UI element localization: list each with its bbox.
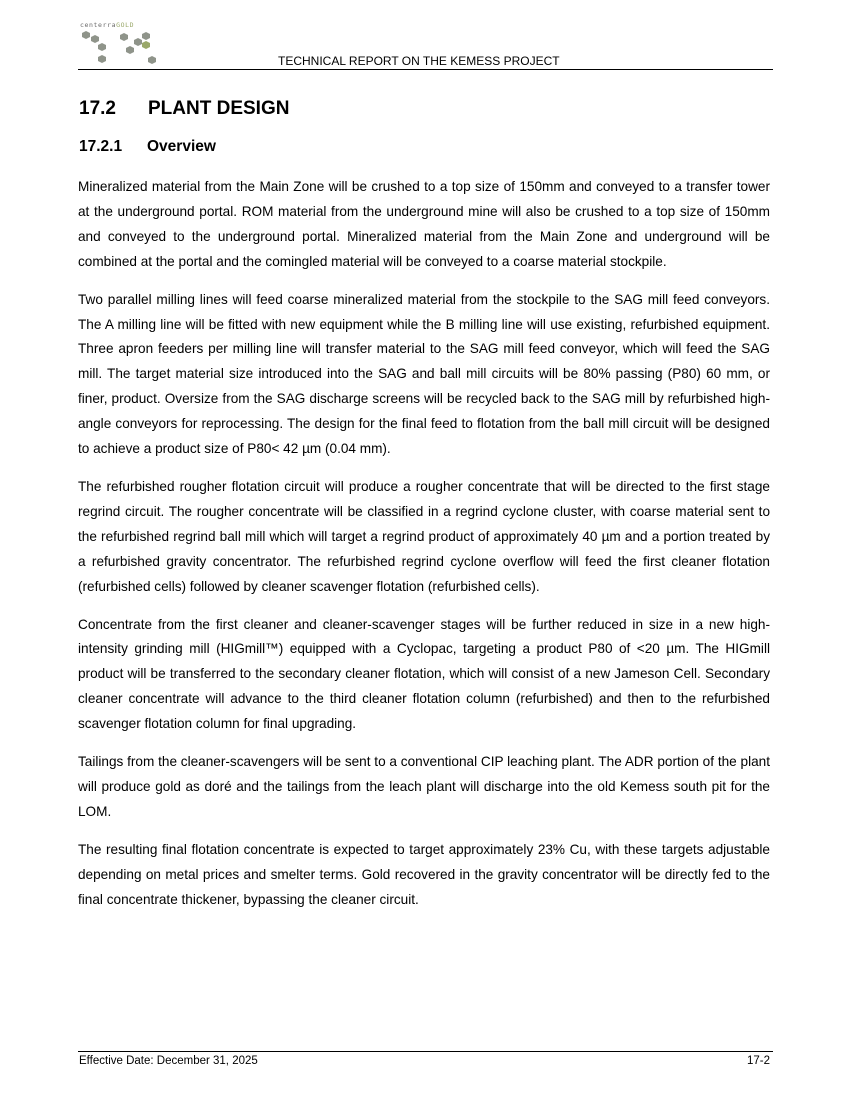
body-text xyxy=(78,175,770,925)
logo-suffix-text: GOLD xyxy=(116,21,135,29)
header-divider xyxy=(78,69,773,70)
page-number: 17-2 xyxy=(746,1055,770,1067)
company-logo xyxy=(80,21,170,67)
logo-brand-text: centerra xyxy=(80,21,117,29)
subsection-heading xyxy=(79,138,216,156)
footer-divider xyxy=(78,1051,773,1052)
logo-wordmark xyxy=(80,21,134,29)
subsection-title: Overview xyxy=(147,138,216,155)
subsection-number: 17.2.1 xyxy=(79,138,123,155)
hexagon-cluster-logo-icon xyxy=(80,29,170,67)
section-number: 17.2 xyxy=(79,98,116,119)
section-heading xyxy=(79,98,289,120)
effective-date: Effective Date: December 31, 2025 xyxy=(79,1055,258,1067)
section-title: PLANT DESIGN xyxy=(148,98,290,119)
paragraph: Two parallel milling lines will feed coarse mineralized material from the stockpile to the SAG mill feed conveyors. The A milling line will be fitted with new equipment while the B milling line will use existing, refurbished equipment. Three apron feeders per milling line will transfer material to the SAG mill feed conveyor, which will feed the SAG mill. The target material size introduced into the SAG and ball mill circuits will be 80% passing (P80) 60 mm, or finer, product. Oversize from the SAG discharge screens will be recycled back to the SAG mill by refurbished high-angle conveyors for reprocessing. The design for the final feed to flotation from the ball mill circuit will be designed to achieve a product size of P80< 42 µm (0.04 mm). xyxy=(78,291,770,457)
paragraph: The refurbished rougher flotation circuit will produce a rougher concentrate that will be directed to the first stage regrind circuit. The rougher concentrate will be classified in a regrind cyclone cluster, with coarse material sent to the refurbished regrind ball mill which will target a regrind product of approximately 40 µm and a portion treated by a refurbished gravity concentrator. The refurbished regrind cyclone overflow will feed the first cleaner flotation (refurbished cells) followed by cleaner scavenger flotation (refurbished cells). xyxy=(78,478,770,594)
paragraph: Concentrate from the first cleaner and cleaner-scavenger stages will be further reduced in size in a new high-intensity grinding mill (HIGmill™) equipped with a Cyclopac, targeting a product P80 of <20 µm. The HIGmill product will be transferred to the secondary cleaner flotation, which will consist of a new Jameson Cell. Secondary cleaner concentrate will advance to the third cleaner flotation column (refurbished) and then to the refurbished scavenger flotation column for final upgrading. xyxy=(78,616,770,732)
report-header-title: TECHNICAL REPORT ON THE KEMESS PROJECT xyxy=(278,54,560,68)
paragraph: The resulting final flotation concentrate is expected to target approximately 23% Cu, with these targets adjustable depending on metal prices and smelter terms. Gold recovered in the gravity concentrator will be directly fed to the final concentrate thickener, bypassing the cleaner circuit. xyxy=(78,841,770,907)
paragraph: Mineralized material from the Main Zone will be crushed to a top size of 150mm and conveyed to a transfer tower at the underground portal. ROM material from the underground mine will also be crushed to a top size of 150mm and conveyed to the underground portal. Mineralized material from the Main Zone and underground will be combined at the portal and the comingled material will be conveyed to a coarse material stockpile. xyxy=(78,179,770,269)
paragraph: Tailings from the cleaner-scavengers will be sent to a conventional CIP leaching plant. The ADR portion of the plant will produce gold as doré and the tailings from the leach plant will discharge into the old Kemess south pit for the LOM. xyxy=(78,754,770,819)
